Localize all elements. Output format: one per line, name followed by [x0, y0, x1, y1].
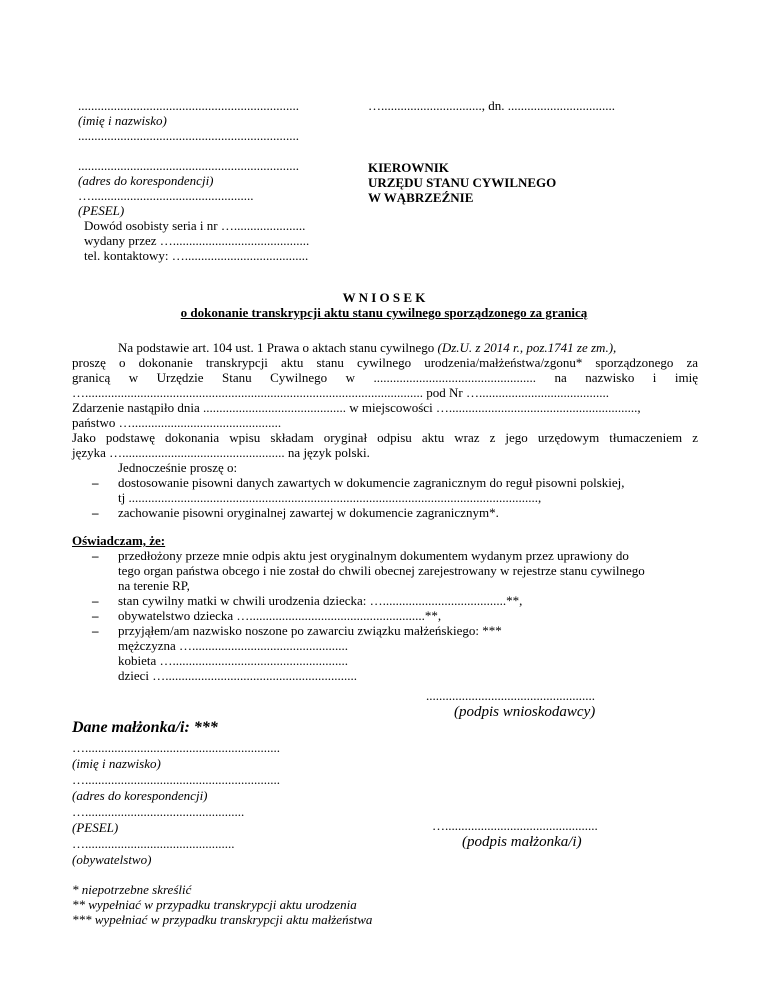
footnote-1: * niepotrzebne skreślić [72, 882, 192, 897]
paragraph-line-1: Na podstawie art. 104 ust. 1 Prawa o aktach stanu cywilnego (Dz.U. z 2014 r., poz.1741 ze zm.), [118, 340, 617, 355]
paragraph-line-2: proszę o dokonanie transkrypcji aktu stanu cywilnego urodzenia/małżeństwa/zgonu* sporządzonego za [72, 355, 698, 370]
applicant-name-label: (imię i nazwisko) [78, 113, 167, 128]
spouse-signature-label: (podpis małżonka/i) [462, 834, 582, 850]
bullet-dash: – [92, 593, 99, 608]
applicant-pesel-label: (PESEL) [78, 203, 125, 218]
spouse-citizenship-line[interactable]: ….............................................. [72, 836, 235, 851]
paragraph-line-5[interactable]: Zdarzenie nastąpiło dnia ............................................ w miejscowości ….........................................................., [72, 400, 641, 415]
spouse-pesel-label: (PESEL) [72, 820, 119, 835]
declaration-item-3[interactable]: obywatelstwo dziecka …......................................................**, [118, 608, 442, 623]
request-text: Jednocześnie proszę o: [118, 460, 238, 475]
spouse-address-label: (adres do korespondencji) [72, 788, 208, 803]
option-1-line-1: dostosowanie pisowni danych zawartych w dokumencie zagranicznym do reguł pisowni polskiej, [118, 475, 625, 490]
document-subtitle: o dokonanie transkrypcji aktu stanu cywilnego sporządzonego za granicą [180, 305, 588, 320]
document-title: W N I O S E K [342, 290, 426, 305]
applicant-pesel-line[interactable]: ….................................................. [78, 188, 254, 203]
declaration-item-1-line-1: przedłożony przeze mnie odpis aktu jest oryginalnym dokumentem wydanym przez uprawiony do [118, 548, 629, 563]
spouse-signature-line[interactable]: …............................................... [432, 818, 598, 833]
footnote-2: ** wypełniać w przypadku transkrypcji aktu urodzenia [72, 897, 357, 912]
spouse-pesel-line[interactable]: …................................................. [72, 804, 245, 819]
bullet-dash: – [92, 548, 99, 563]
declaration-item-1-line-3: na terenie RP, [118, 578, 190, 593]
issued-by-field[interactable]: wydany przez ….......................................... [84, 233, 310, 248]
phone-field[interactable]: tel. kontaktowy: …...................................... [84, 248, 309, 263]
id-card-field[interactable]: Dowód osobisty seria i nr …...................... [84, 218, 306, 233]
paragraph-line-3[interactable]: granicą w Urzędzie Stanu Cywilnego w .................................................. na nazwisko i imię [72, 370, 698, 385]
spouse-address-line[interactable]: …............................................................ [72, 772, 280, 787]
paragraph-line-4[interactable]: …........................................................................................................ pod Nr …........................................ [72, 385, 609, 400]
spouse-name-line[interactable]: …............................................................ [72, 740, 280, 755]
applicant-signature-label: (podpis wnioskodawcy) [454, 704, 596, 720]
addressee-line-1: KIEROWNIK [368, 160, 449, 175]
addressee-line-3: W WĄBRZEŹNIE [368, 190, 474, 205]
declaration-item-2[interactable]: stan cywilny matki w chwili urodzenia dziecka: …......................................**, [118, 593, 523, 608]
applicant-name-line-2[interactable]: .................................................................... [78, 128, 299, 143]
place-date-field[interactable]: …..............................., dn. ................................. [368, 98, 615, 113]
bullet-dash: – [92, 505, 99, 520]
spouse-citizenship-label: (obywatelstwo) [72, 852, 152, 867]
applicant-address-line[interactable]: .................................................................... [78, 158, 299, 173]
paragraph-line-6[interactable]: państwo ….............................................. [72, 415, 282, 430]
paragraph-line-7: Jako podstawę dokonania wpisu składam oryginał odpisu aktu wraz z jego urzędowym tłumaczeniem z [72, 430, 698, 445]
spouse-heading: Dane małżonka/i: *** [72, 719, 218, 736]
applicant-name-line[interactable]: .................................................................... [78, 98, 299, 113]
option-2: zachowanie pisowni oryginalnej zawartej w dokumencie zagranicznym*. [118, 505, 499, 520]
woman-surname-field[interactable]: kobieta …...................................................... [118, 653, 349, 668]
footnote-3: *** wypełniać w przypadku transkrypcji aktu małżeństwa [72, 912, 373, 927]
declaration-item-1-line-2: tego organ państwa obcego i nie został do chwili obecnej zarejestrowany w rejestrze stanu cywilnego [118, 563, 645, 578]
addressee-line-2: URZĘDU STANU CYWILNEGO [368, 175, 557, 190]
bullet-dash: – [92, 475, 99, 490]
option-1-line-2[interactable]: tj .............................................................................................................................., [118, 490, 542, 505]
bullet-dash: – [92, 623, 99, 638]
children-surname-field[interactable]: dzieci …........................................................... [118, 668, 358, 683]
applicant-signature-line[interactable]: .................................................... [426, 688, 595, 703]
paragraph-line-8[interactable]: języka ….................................................. na język polski. [72, 445, 370, 460]
man-surname-field[interactable]: mężczyzna …................................................ [118, 638, 348, 653]
applicant-address-label: (adres do korespondencji) [78, 173, 214, 188]
spouse-name-label: (imię i nazwisko) [72, 756, 161, 771]
declaration-item-4: przyjąłem/am nazwisko noszone po zawarciu związku małżeńskiego: *** [118, 623, 502, 638]
declaration-heading: Oświadczam, że: [72, 533, 166, 548]
bullet-dash: – [92, 608, 99, 623]
